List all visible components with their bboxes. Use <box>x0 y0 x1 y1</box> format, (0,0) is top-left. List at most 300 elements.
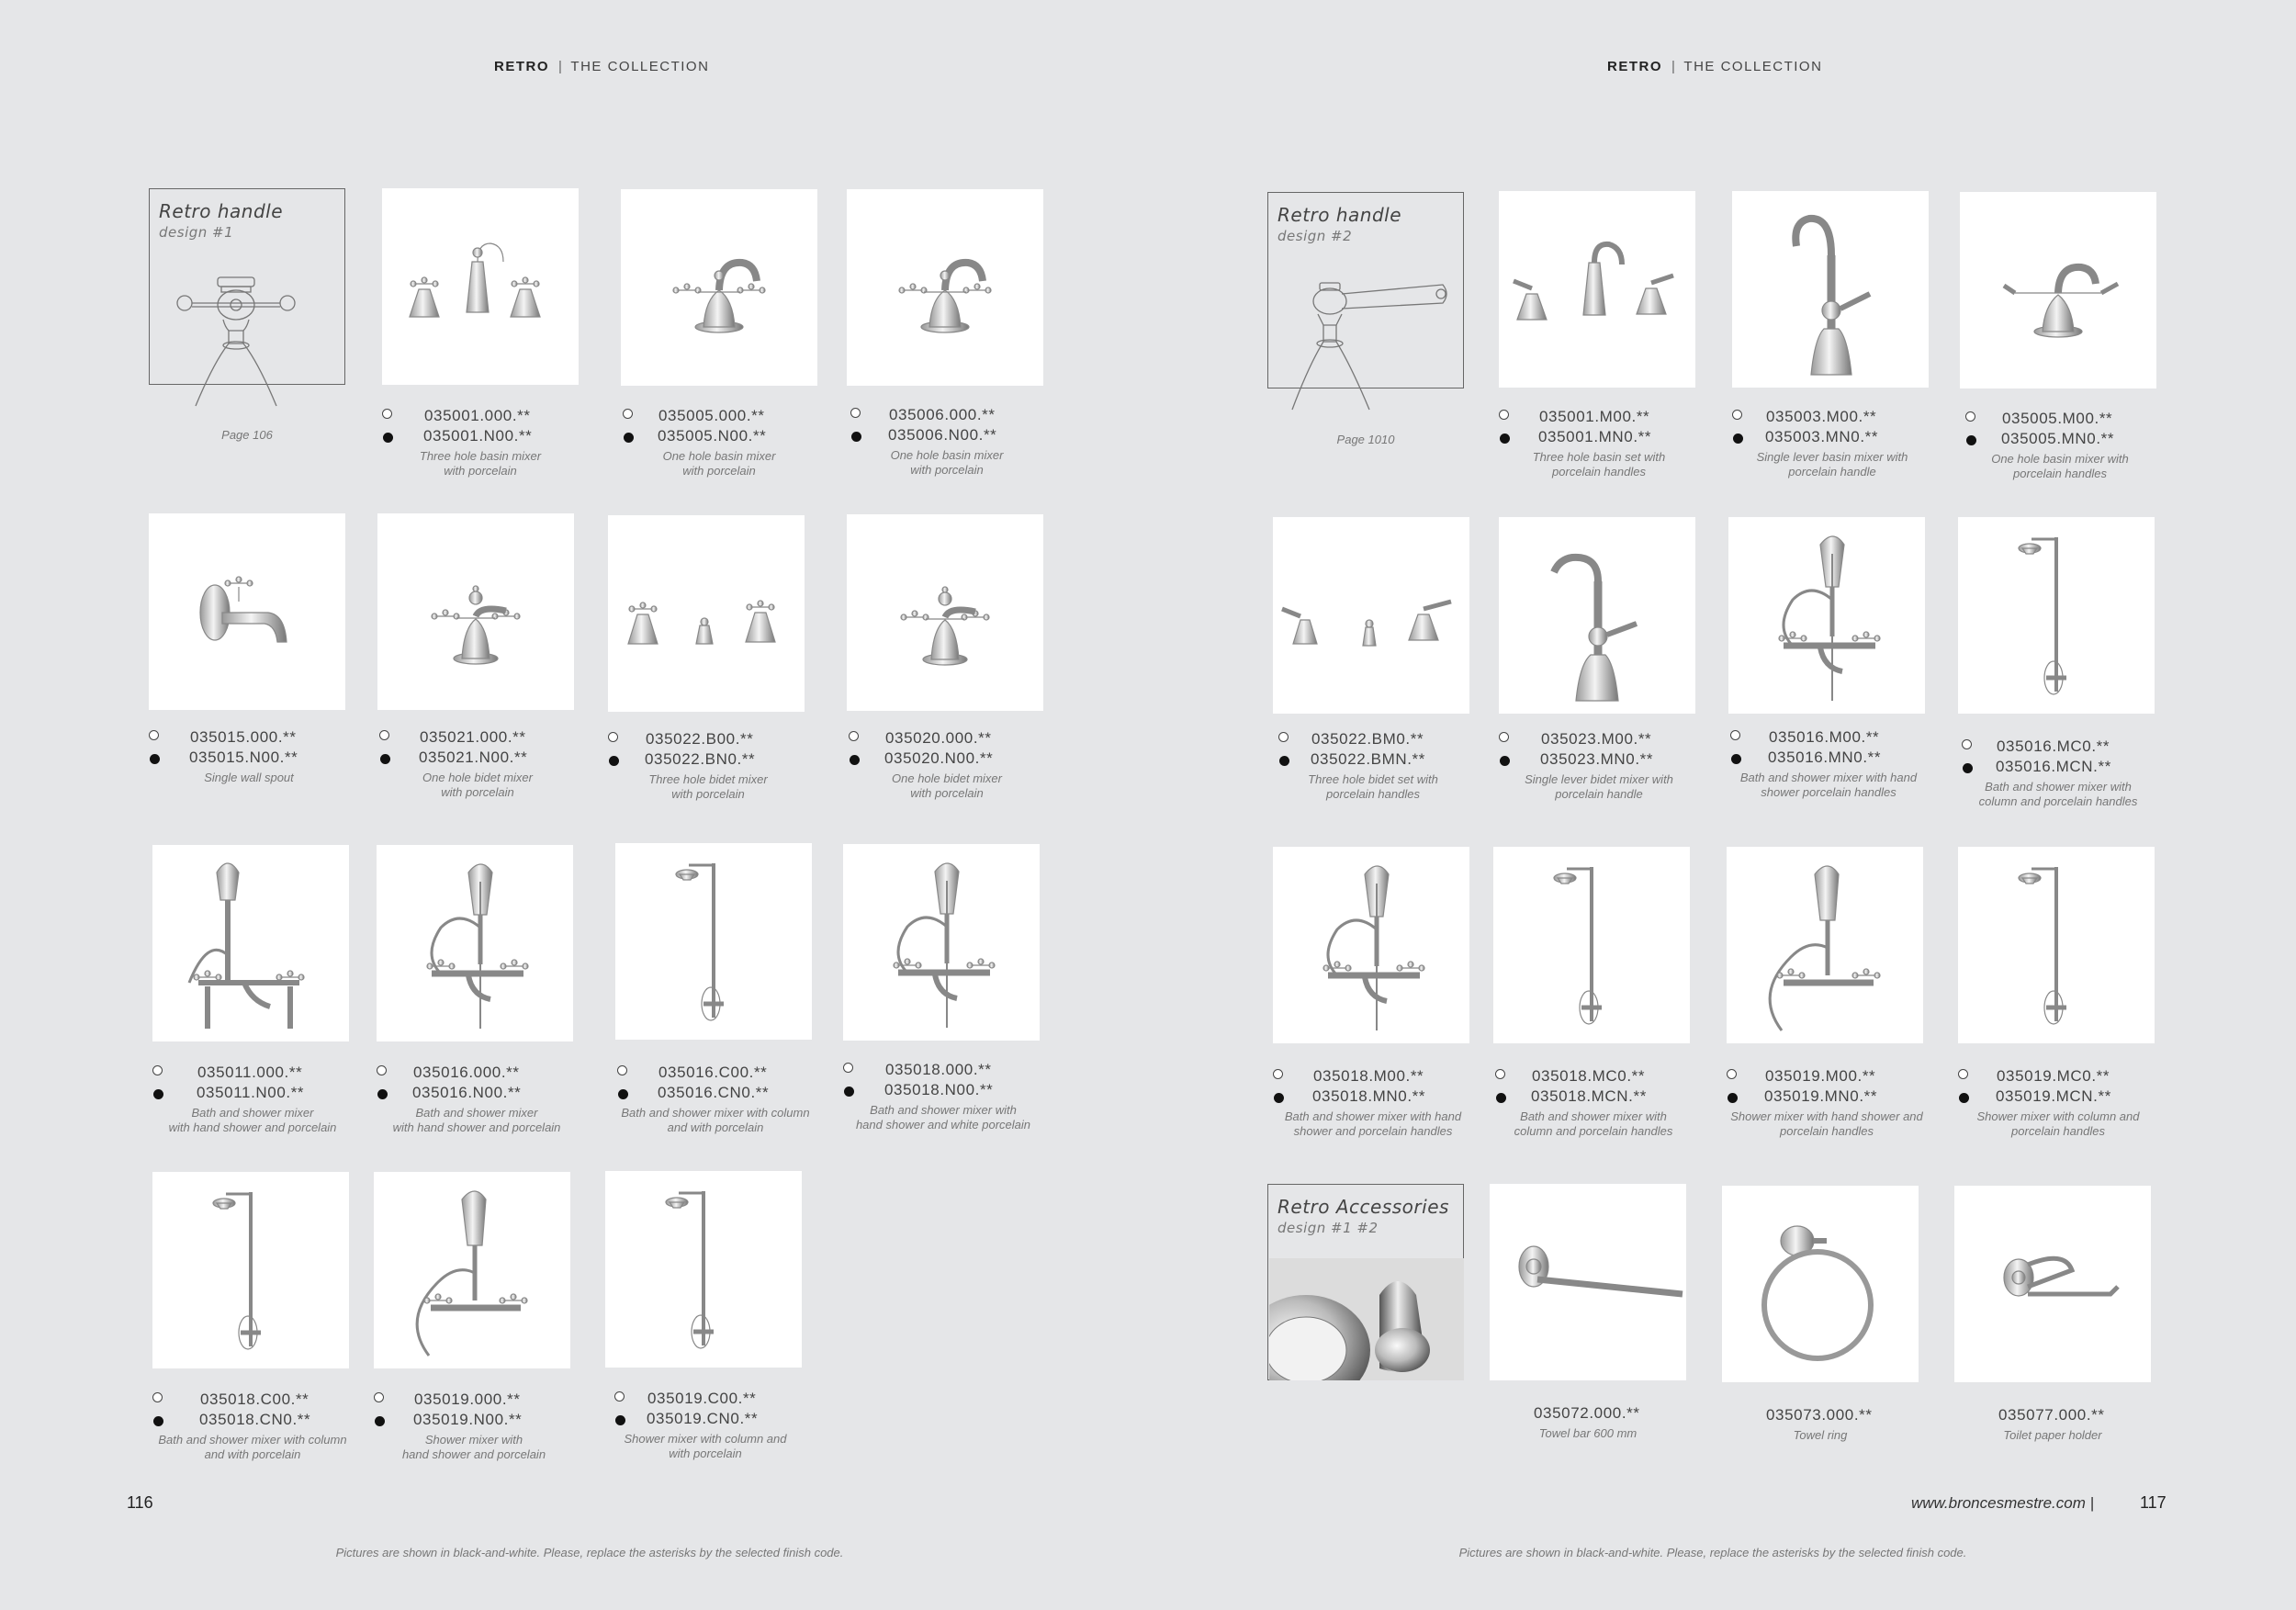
cross-handle-drawing-icon <box>168 270 315 408</box>
white-finish-dot-icon <box>379 730 389 740</box>
product-code-black: 035021.N00.** <box>419 749 528 766</box>
product-description <box>143 771 355 785</box>
black-finish-dot-icon <box>150 754 160 764</box>
description-line-2: porcelain handles <box>2013 467 2107 480</box>
product-codes <box>615 1064 827 1104</box>
product-description <box>147 1106 358 1135</box>
product-description <box>613 449 825 478</box>
product-codes <box>1499 730 1710 771</box>
shower-column-icon <box>1958 517 2155 714</box>
code-line-black <box>1960 430 2171 450</box>
product-code-white: 035019.000.** <box>414 1390 521 1408</box>
code-line-white <box>149 728 360 749</box>
description-line-2: with hand shower and porcelain <box>168 1120 337 1134</box>
shower-column-icon <box>152 1172 349 1368</box>
feature-subtitle: design #1 <box>159 224 234 241</box>
description-line-2: with porcelain <box>669 1447 742 1460</box>
product-codes <box>377 728 589 769</box>
white-finish-dot-icon <box>623 409 633 419</box>
description-line-2: and with porcelain <box>204 1447 301 1461</box>
bath-shower-mixer-hand-shower-icon <box>377 845 573 1041</box>
toilet-paper-holder-icon <box>1954 1186 2151 1382</box>
product-code-white: 035018.000.** <box>885 1061 992 1078</box>
product-codes <box>382 407 593 447</box>
description-line-1: Bath and shower mixer with <box>1520 1109 1667 1123</box>
code-line-white <box>1732 408 1943 428</box>
code-line-white <box>382 407 593 427</box>
product-codes <box>1732 408 1943 448</box>
description-line-1: Single lever bidet mixer with <box>1525 772 1673 786</box>
white-finish-dot-icon <box>1730 730 1740 740</box>
product-code-black: 035023.MN0.** <box>1540 750 1654 768</box>
right-page <box>1148 0 2296 1610</box>
black-finish-dot-icon <box>1728 1093 1738 1103</box>
product-codes <box>1960 410 2171 450</box>
product-code-white: 035015.000.** <box>190 728 297 746</box>
description-line-2: with porcelain <box>671 787 745 801</box>
black-finish-dot-icon <box>153 1416 163 1426</box>
white-finish-dot-icon <box>377 1065 387 1075</box>
product-code-white: 035018.MC0.** <box>1532 1067 1646 1085</box>
code-line-black <box>1958 758 2169 778</box>
code-line-white <box>847 406 1058 426</box>
product-photo <box>1958 847 2155 1043</box>
code-line-white <box>1958 1067 2169 1087</box>
shower-column-icon <box>605 1171 802 1368</box>
code-line-black <box>377 749 589 769</box>
code-line-black <box>608 750 819 771</box>
accessory-photo <box>1722 1186 1919 1382</box>
product-code-white: 035023.M00.** <box>1541 730 1652 748</box>
product-codes <box>374 1390 585 1431</box>
white-finish-dot-icon <box>152 1392 163 1402</box>
product-codes <box>152 1390 364 1431</box>
one-hole-basin-mixer-cross-handles-icon <box>621 189 817 386</box>
description-line-1: Shower mixer with hand shower and <box>1730 1109 1923 1123</box>
black-finish-dot-icon <box>609 756 619 766</box>
product-photo <box>1727 847 1923 1043</box>
product-codes <box>608 730 819 771</box>
accessory-photo <box>1490 1184 1686 1380</box>
black-finish-dot-icon <box>1500 433 1510 444</box>
code-line-white <box>1960 410 2171 430</box>
product-code-white: 035018.C00.** <box>200 1390 310 1408</box>
code-line-black <box>1493 1087 1705 1108</box>
code-line-white <box>615 1064 827 1084</box>
header-brand: RETRO <box>494 59 549 74</box>
accessory-description: Towel ring <box>1793 1428 1848 1442</box>
product-code-black: 035019.MN0.** <box>1764 1087 1878 1105</box>
black-finish-dot-icon <box>1733 433 1743 444</box>
accessory-description: Toilet paper holder <box>2003 1428 2102 1442</box>
product-code-black: 035019.MCN.** <box>1996 1087 2111 1105</box>
product-codes <box>377 1064 588 1104</box>
white-finish-dot-icon <box>849 731 859 741</box>
product-code-black: 035005.MN0.** <box>2001 430 2115 447</box>
white-finish-dot-icon <box>1499 732 1509 742</box>
product-code-black: 035016.N00.** <box>412 1084 522 1101</box>
product-code-white: 035005.M00.** <box>2002 410 2113 427</box>
product-codes <box>1273 1067 1484 1108</box>
black-finish-dot-icon <box>380 754 390 764</box>
lever-handle-drawing-icon <box>1281 274 1456 411</box>
three-hole-basin-set-lever-handles-icon <box>1499 191 1695 388</box>
three-hole-basin-mixer-cross-handles-icon <box>382 188 579 385</box>
black-finish-dot-icon <box>1959 1093 1969 1103</box>
shower-mixer-hand-shower-icon <box>1727 847 1923 1043</box>
header-brand: RETRO <box>1607 59 1662 74</box>
product-photo <box>1273 847 1469 1043</box>
product-codes <box>1493 1067 1705 1108</box>
code-line-white <box>1273 730 1484 750</box>
product-code-white: 035022.B00.** <box>646 730 754 748</box>
product-code-black: 035003.MN0.** <box>1765 428 1879 445</box>
code-line-white <box>1728 728 1940 749</box>
product-code-white: 035005.000.** <box>658 407 765 424</box>
product-code-black: 035016.MCN.** <box>1996 758 2111 775</box>
product-photo <box>382 188 579 385</box>
white-finish-dot-icon <box>617 1065 627 1075</box>
description-line-2: column and porcelain handles <box>1978 794 2138 808</box>
website-url: www.broncesmestre.com | <box>1911 1494 2095 1512</box>
description-line-1: Three hole basin set with <box>1532 450 1666 464</box>
product-code-white: 035003.M00.** <box>1766 408 1877 425</box>
code-line-black <box>1958 1087 2169 1108</box>
product-photo <box>847 189 1043 386</box>
product-description <box>841 771 1052 801</box>
product-code-black: 035015.N00.** <box>189 749 298 766</box>
black-finish-dot-icon <box>1500 756 1510 766</box>
product-photo <box>605 1171 802 1368</box>
product-code-white: 035021.000.** <box>420 728 526 746</box>
product-codes <box>847 406 1058 446</box>
description-line-2: with porcelain <box>910 786 984 800</box>
feature-retro-accessories <box>1267 1184 1464 1380</box>
code-line-black <box>1727 1087 1938 1108</box>
product-codes <box>847 729 1058 770</box>
accessory-code: 035072.000.** <box>1534 1404 1640 1422</box>
code-line-white <box>377 728 589 749</box>
product-description <box>600 1432 811 1461</box>
product-description <box>1493 772 1705 802</box>
product-code-white: 035016.C00.** <box>658 1064 768 1081</box>
accessory-description: Towel bar 600 mm <box>1538 1426 1638 1440</box>
product-codes <box>1958 1067 2169 1108</box>
product-code-black: 035018.N00.** <box>884 1081 994 1098</box>
white-finish-dot-icon <box>614 1391 625 1402</box>
white-finish-dot-icon <box>843 1063 853 1073</box>
product-photo <box>1493 847 1690 1043</box>
left-header: RETRO | THE COLLECTION <box>494 59 710 74</box>
product-code-black: 035022.BN0.** <box>645 750 756 768</box>
product-photo <box>608 515 805 712</box>
black-finish-dot-icon <box>1731 754 1741 764</box>
description-line-1: One hole basin mixer <box>890 448 1004 462</box>
black-finish-dot-icon <box>1274 1093 1284 1103</box>
accessory-code: 035077.000.** <box>1998 1406 2105 1424</box>
code-line-black <box>149 749 360 769</box>
product-code-black: 035011.N00.** <box>197 1084 305 1101</box>
page-number: 117 <box>2140 1493 2167 1512</box>
black-finish-dot-icon <box>850 755 860 765</box>
feature-title: Retro handle <box>159 200 284 222</box>
description-line-1: Bath and shower mixer with column <box>158 1433 347 1447</box>
product-photo <box>152 845 349 1041</box>
accessories-subtitle: design #1 #2 <box>1277 1220 1379 1236</box>
white-finish-dot-icon <box>1278 732 1289 742</box>
product-code-black: 035018.CN0.** <box>199 1411 311 1428</box>
product-photo <box>377 845 573 1041</box>
code-line-black <box>152 1411 364 1431</box>
white-finish-dot-icon <box>1732 410 1742 420</box>
product-photo <box>377 513 574 710</box>
product-description <box>1267 772 1479 802</box>
product-description <box>841 448 1052 478</box>
white-finish-dot-icon <box>382 409 392 419</box>
product-code-white: 035019.MC0.** <box>1997 1067 2110 1085</box>
product-photo <box>615 843 812 1040</box>
description-line-1: Shower mixer with column and <box>624 1432 787 1446</box>
product-code-black: 035018.MN0.** <box>1312 1087 1426 1105</box>
bath-shower-mixer-legs-icon <box>152 845 349 1041</box>
header-section: THE COLLECTION <box>1683 59 1823 74</box>
white-finish-dot-icon <box>1962 739 1972 749</box>
wall-spout-icon <box>149 513 345 710</box>
one-hole-basin-mixer-lever-handles-icon <box>1960 192 2156 388</box>
product-photo <box>152 1172 349 1368</box>
product-code-white: 035001.000.** <box>424 407 531 424</box>
code-line-black <box>1499 750 1710 771</box>
product-photo <box>1499 517 1695 714</box>
description-line-1: Three hole basin mixer <box>419 449 542 463</box>
code-line-white <box>608 730 819 750</box>
code-line-black <box>377 1084 588 1104</box>
description-line-2: porcelain handles <box>2011 1124 2105 1138</box>
code-line-white <box>1499 730 1710 750</box>
one-hole-bidet-mixer-icon <box>377 513 574 710</box>
three-hole-bidet-set-lever-handles-icon <box>1273 517 1469 714</box>
description-line-1: One hole basin mixer with <box>1991 452 2129 466</box>
description-line-2: and with porcelain <box>667 1120 764 1134</box>
footnote: Pictures are shown in black-and-white. Please, replace the asterisks by the selected finish code. <box>335 1546 844 1559</box>
product-description <box>1723 771 1934 800</box>
bath-shower-mixer-hand-shower-icon <box>1273 847 1469 1043</box>
feature-retro-handle-1 <box>149 188 345 385</box>
product-photo <box>149 513 345 710</box>
code-line-white <box>605 1390 816 1410</box>
product-code-black: 035016.MN0.** <box>1768 749 1882 766</box>
product-description <box>1721 1109 1932 1139</box>
product-photo <box>374 1172 570 1368</box>
product-code-black: 035019.CN0.** <box>647 1410 759 1427</box>
description-line-1: Three hole bidet set with <box>1308 772 1438 786</box>
product-description <box>147 1433 358 1462</box>
product-description <box>1493 450 1705 479</box>
accessory-photo <box>1954 1186 2151 1382</box>
feature-title: Retro handle <box>1277 204 1402 226</box>
black-finish-dot-icon <box>624 433 634 443</box>
page-number: 116 <box>127 1493 153 1512</box>
product-codes <box>1499 408 1710 448</box>
feature-subtitle: design #2 <box>1277 228 1353 244</box>
code-line-black <box>1273 1087 1484 1108</box>
single-lever-bidet-mixer-icon <box>1499 517 1695 714</box>
code-line-white <box>1499 408 1710 428</box>
description-line-1: Bath and shower mixer with hand <box>1284 1109 1462 1123</box>
product-description <box>838 1103 1049 1132</box>
description-line-1: One hole bidet mixer <box>892 771 1002 785</box>
product-code-white: 035019.C00.** <box>647 1390 757 1407</box>
code-line-black <box>374 1411 585 1431</box>
code-line-white <box>152 1390 364 1411</box>
towel-ring-icon <box>1722 1186 1919 1382</box>
product-description <box>372 771 583 800</box>
code-line-black <box>847 749 1058 770</box>
product-photo <box>1273 517 1469 714</box>
three-hole-bidet-mixer-icon <box>608 515 805 712</box>
product-code-white: 035016.M00.** <box>1769 728 1880 746</box>
description-line-1: Single lever basin mixer with <box>1756 450 1908 464</box>
product-photo <box>843 844 1040 1041</box>
one-hole-bidet-mixer-icon <box>847 514 1043 711</box>
code-line-black <box>382 427 593 447</box>
shower-column-icon <box>1958 847 2155 1043</box>
product-code-black: 035001.MN0.** <box>1538 428 1652 445</box>
description-line-2: porcelain handle <box>1555 787 1643 801</box>
product-code-black: 035019.N00.** <box>413 1411 523 1428</box>
product-photo <box>1960 192 2156 388</box>
description-line-2: hand shower and porcelain <box>401 1447 546 1461</box>
product-description <box>602 772 814 802</box>
description-line-1: Bath and shower mixer <box>191 1106 314 1120</box>
product-description <box>371 1106 582 1135</box>
product-code-white: 035001.M00.** <box>1539 408 1650 425</box>
shower-column-icon <box>615 843 812 1040</box>
description-line-1: One hole bidet mixer <box>422 771 533 784</box>
black-finish-dot-icon <box>1966 435 1976 445</box>
description-line-1: Shower mixer with column and <box>1976 1109 2140 1123</box>
code-line-black <box>615 1084 827 1104</box>
black-finish-dot-icon <box>1963 763 1973 773</box>
product-code-white: 035006.000.** <box>889 406 996 423</box>
code-line-white <box>1493 1067 1705 1087</box>
bath-shower-mixer-hand-shower-icon <box>843 844 1040 1041</box>
right-header: RETRO | THE COLLECTION <box>1607 59 1823 74</box>
code-line-black <box>1499 428 1710 448</box>
product-description <box>610 1106 821 1135</box>
description-line-2: porcelain handles <box>1552 465 1646 478</box>
black-finish-dot-icon <box>383 433 393 443</box>
product-description <box>1953 780 2164 809</box>
feature-retro-handle-2 <box>1267 192 1464 388</box>
product-photo <box>1958 517 2155 714</box>
product-codes <box>843 1061 1054 1101</box>
description-line-2: column and porcelain handles <box>1514 1124 1673 1138</box>
product-codes <box>1273 730 1484 771</box>
product-code-black: 035006.N00.** <box>888 426 997 444</box>
product-photo <box>1728 517 1925 714</box>
black-finish-dot-icon <box>844 1086 854 1097</box>
product-photo <box>1732 191 1929 388</box>
white-finish-dot-icon <box>1495 1069 1505 1079</box>
code-line-black <box>1273 750 1484 771</box>
product-code-white: 035020.000.** <box>885 729 992 747</box>
product-code-black: 035020.N00.** <box>884 749 994 767</box>
code-line-white <box>1958 737 2169 758</box>
product-code-white: 035011.000.** <box>197 1064 303 1081</box>
white-finish-dot-icon <box>1273 1069 1283 1079</box>
description-line-2: porcelain handles <box>1326 787 1420 801</box>
white-finish-dot-icon <box>374 1392 384 1402</box>
code-line-white <box>847 729 1058 749</box>
single-lever-basin-mixer-icon <box>1732 191 1929 388</box>
product-codes <box>152 1064 364 1104</box>
product-code-black: 035001.N00.** <box>423 427 533 445</box>
product-description <box>368 1433 580 1462</box>
product-description <box>1954 452 2166 481</box>
shower-mixer-hand-shower-icon <box>374 1172 570 1368</box>
code-line-white <box>152 1064 364 1084</box>
black-finish-dot-icon <box>615 1415 625 1425</box>
product-codes <box>149 728 360 769</box>
code-line-black <box>843 1081 1054 1101</box>
product-codes <box>621 407 832 447</box>
description-line-1: Single wall spout <box>204 771 294 784</box>
description-line-2: porcelain handles <box>1780 1124 1874 1138</box>
black-finish-dot-icon <box>1496 1093 1506 1103</box>
description-line-2: shower and porcelain handles <box>1293 1124 1453 1138</box>
code-line-white <box>1727 1067 1938 1087</box>
description-line-1: Bath and shower mixer with <box>870 1103 1017 1117</box>
product-code-black: 035018.MCN.** <box>1531 1087 1647 1105</box>
description-line-2: with porcelain <box>441 785 514 799</box>
description-line-1: Bath and shower mixer with column <box>621 1106 810 1120</box>
description-line-1: Bath and shower mixer <box>415 1106 538 1120</box>
description-line-2: porcelain handle <box>1788 465 1876 478</box>
code-line-black <box>621 427 832 447</box>
description-line-2: hand shower and white porcelain <box>855 1118 1031 1132</box>
code-line-white <box>374 1390 585 1411</box>
white-finish-dot-icon <box>1958 1069 1968 1079</box>
feature-page-ref: Page 1010 <box>1336 433 1395 446</box>
white-finish-dot-icon <box>149 730 159 740</box>
product-codes <box>1728 728 1940 769</box>
description-line-1: Three hole bidet mixer <box>648 772 768 786</box>
product-photo <box>1499 191 1695 388</box>
black-finish-dot-icon <box>153 1089 163 1099</box>
code-line-black <box>1732 428 1943 448</box>
black-finish-dot-icon <box>375 1416 385 1426</box>
product-code-white: 035018.M00.** <box>1313 1067 1424 1085</box>
white-finish-dot-icon <box>850 408 861 418</box>
product-code-black: 035016.CN0.** <box>658 1084 770 1101</box>
code-line-black <box>847 426 1058 446</box>
accessories-title: Retro Accessories <box>1277 1196 1449 1218</box>
description-line-1: Bath and shower mixer with hand <box>1739 771 1918 784</box>
code-line-white <box>621 407 832 427</box>
product-code-black: 035022.BMN.** <box>1311 750 1425 768</box>
white-finish-dot-icon <box>608 732 618 742</box>
footnote: Pictures are shown in black-and-white. Please, replace the asterisks by the selected finish code. <box>1458 1546 1967 1559</box>
black-finish-dot-icon <box>1279 756 1289 766</box>
accessories-closeup-photo <box>1269 1258 1464 1380</box>
description-line-2: with porcelain <box>682 464 756 478</box>
white-finish-dot-icon <box>1965 411 1975 422</box>
description-line-1: One hole basin mixer <box>662 449 776 463</box>
code-line-white <box>1273 1067 1484 1087</box>
accessory-code: 035073.000.** <box>1766 1406 1873 1424</box>
product-description <box>1727 450 1938 479</box>
